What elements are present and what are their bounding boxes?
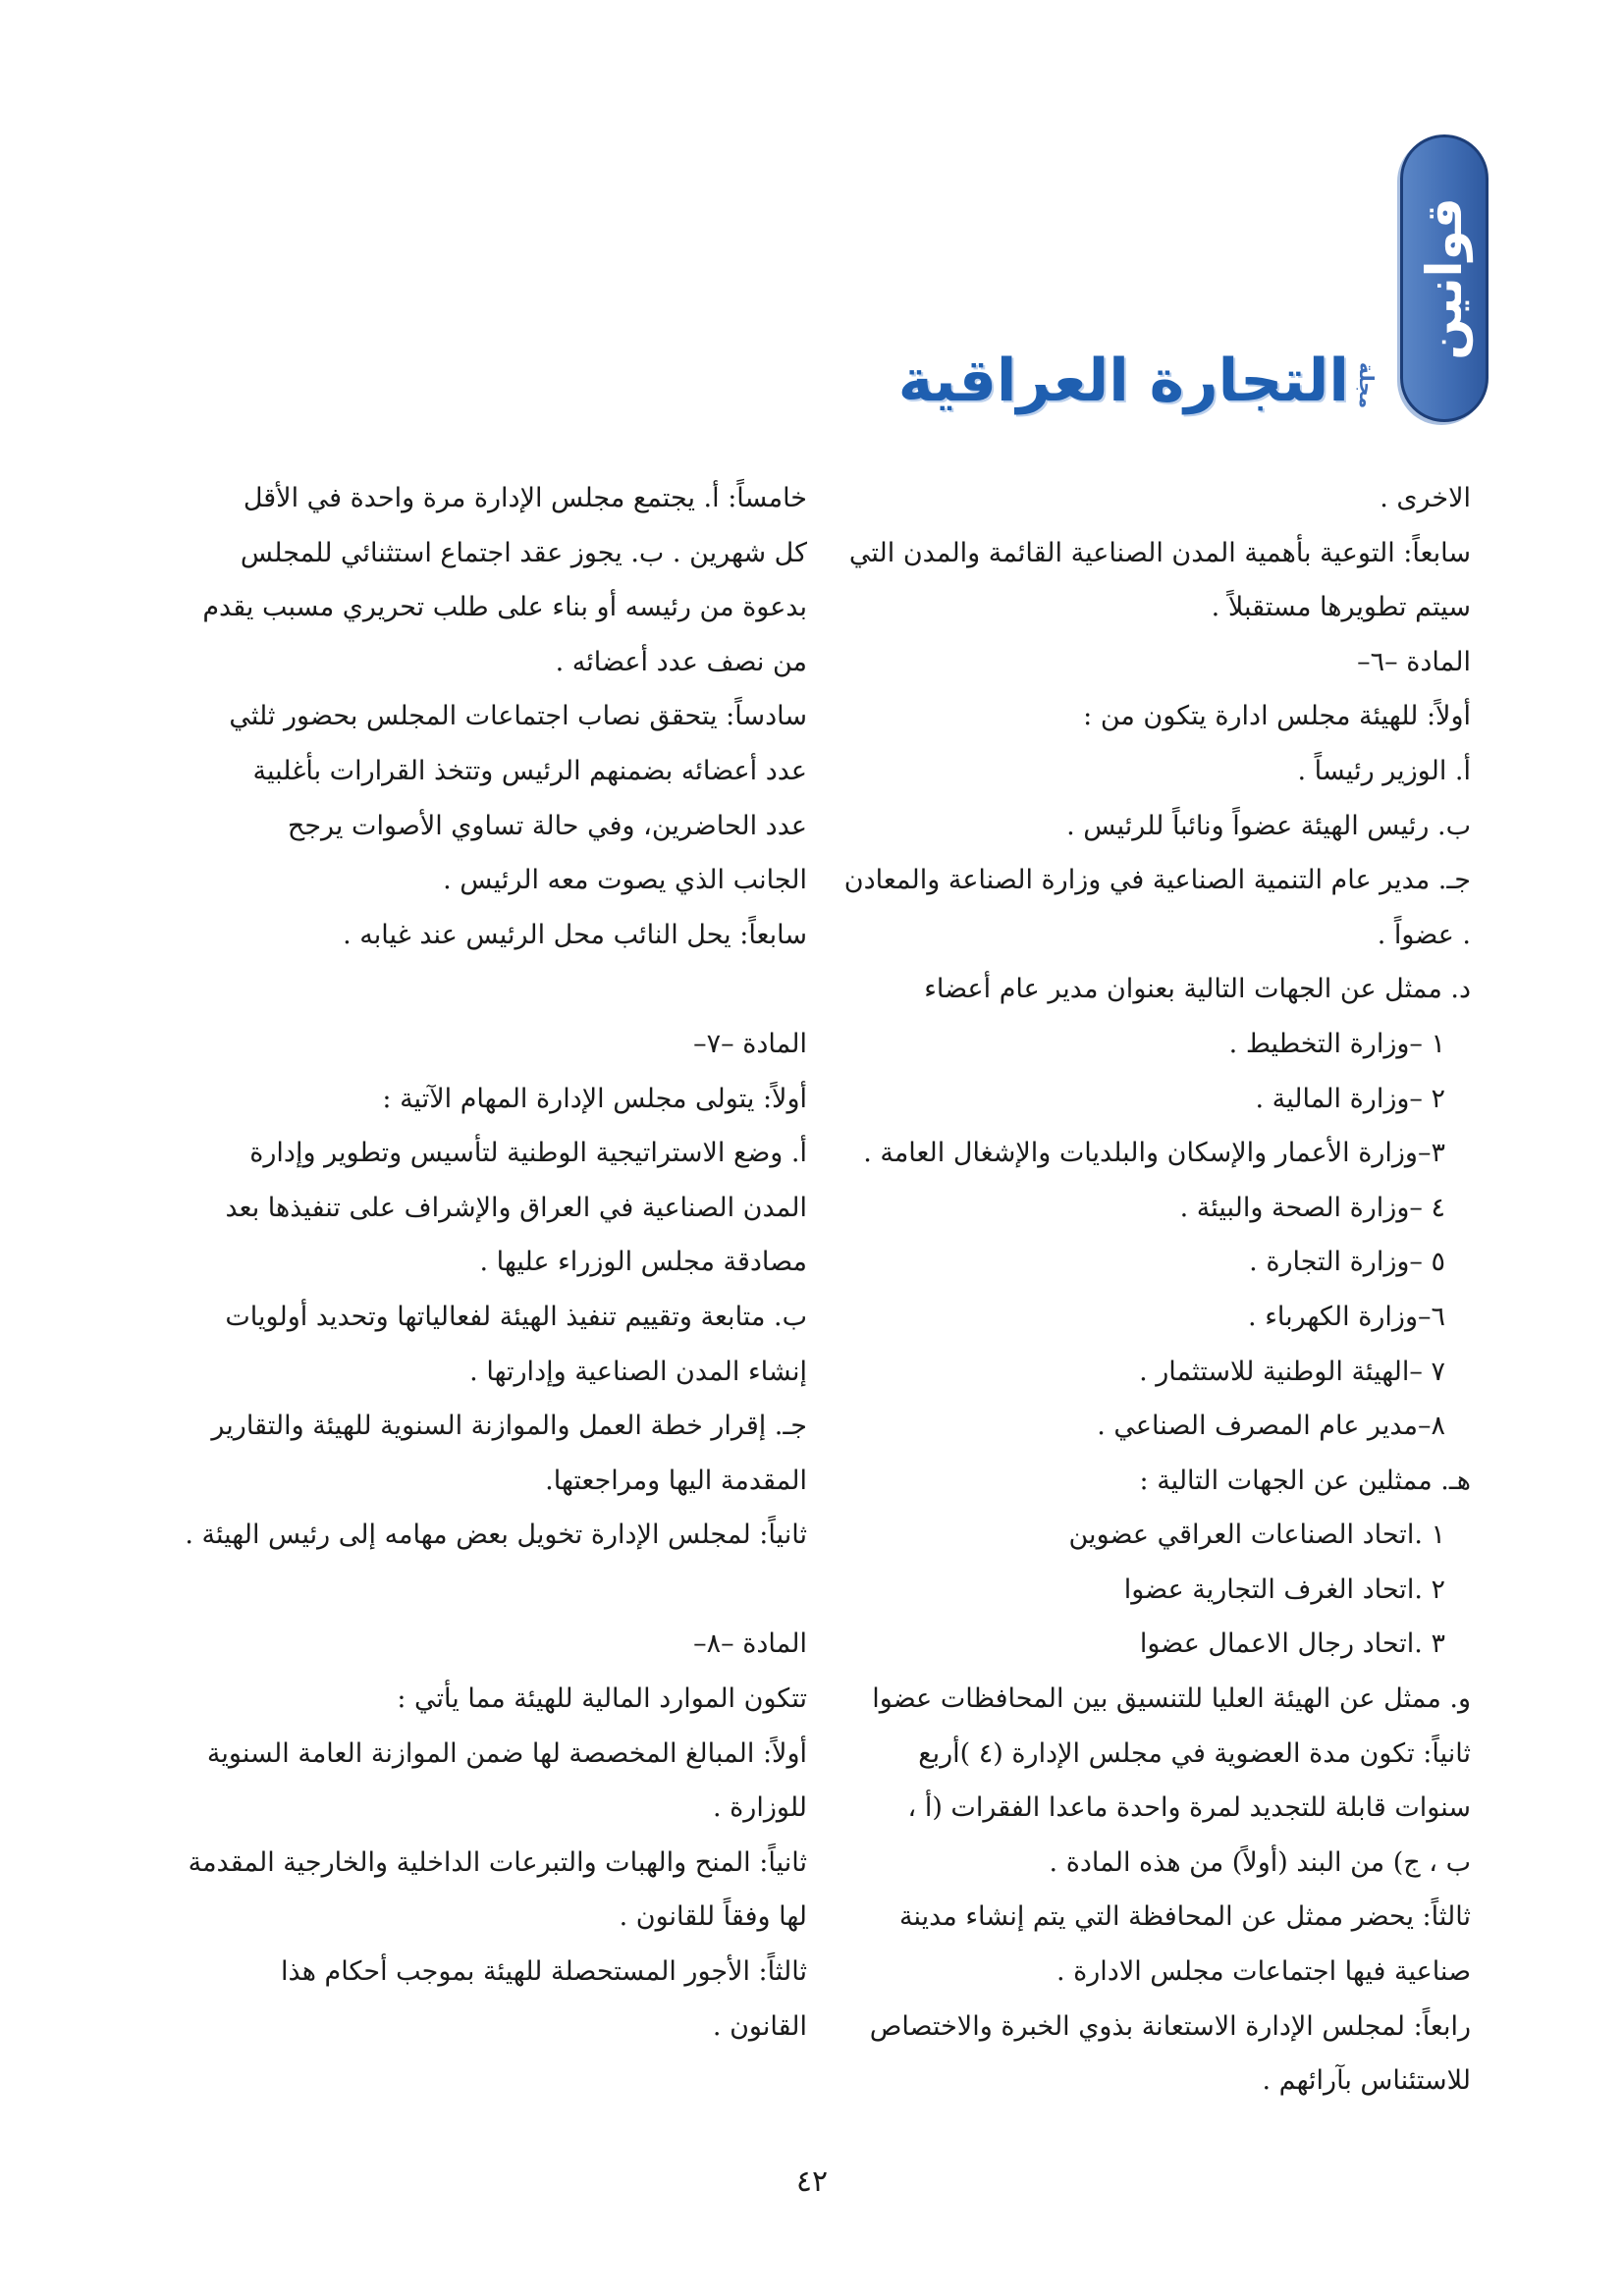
- text-line: جـ. مدير عام التنمية الصناعية في وزارة الصناعة والمعادن: [843, 865, 1471, 896]
- text-line: خامساً: أ. يجتمع مجلس الإدارة مرة واحدة في الأقل: [243, 483, 807, 513]
- text-line: سابعاً: يحل النائب محل الرئيس عند غيابه .: [343, 919, 807, 950]
- text-line: رابعاً: لمجلس الإدارة الاستعانة بذوي الخبرة والاختصاص: [869, 2010, 1471, 2042]
- text-line: ٣–وزارة الأعمار والإسكان والبلديات والإشغال العامة .: [863, 1138, 1445, 1169]
- text-line: بدعوة من رئيسه أو بناء على طلب تحريري مسبب يقدم: [202, 592, 807, 623]
- text-line: ثالثاً: يحضر ممثل عن المحافظة التي يتم إنشاء مدينة: [898, 1901, 1471, 1933]
- right-text-column: [823, 471, 1471, 2109]
- text-line: ٥ –وزارة التجارة .: [1249, 1247, 1445, 1278]
- text-line: ثالثاً: الأجور المستحصلة للهيئة بموجب أحكام هذا: [281, 1956, 807, 1988]
- text-line: ثانياً: لمجلس الإدارة تخويل بعض مهامه إلى رئيس الهيئة .: [185, 1520, 807, 1551]
- paragraph-gap: [153, 962, 807, 1017]
- text-line: كل شهرين . ب. يجوز عقد اجتماع استثنائي للمجلس: [240, 537, 807, 568]
- page-number: ٤٢: [795, 2164, 829, 2199]
- text-line: ١ .اتحاد الصناعات العراقي عضوين: [1068, 1520, 1445, 1551]
- text-line: سيتم تطويرها مستقبلاً .: [1211, 592, 1471, 623]
- text-line: ٢ .اتحاد الغرف التجارية عضوا: [1123, 1574, 1445, 1605]
- text-line: ٨–مدير عام المصرف الصناعي .: [1097, 1411, 1445, 1442]
- text-line: د. ممثل عن الجهات التالية بعنوان مدير عام أعضاء: [924, 974, 1471, 1005]
- text-line: مصادقة مجلس الوزراء عليها .: [479, 1247, 807, 1278]
- text-line: ثانياً: تكون مدة العضوية في مجلس الإدارة (٤ )أربع: [918, 1737, 1471, 1769]
- text-line: أولاً: يتولى مجلس الإدارة المهام الآتية :: [382, 1083, 807, 1114]
- text-line: من نصف عدد أعضائه .: [555, 646, 807, 677]
- text-line: الجانب الذي يصوت معه الرئيس .: [443, 865, 807, 896]
- text-line: ٤ –وزارة الصحة والبيئة .: [1179, 1192, 1445, 1223]
- text-line: القانون .: [712, 2010, 807, 2042]
- text-line: للاستئناس بآرائهم .: [1262, 2065, 1471, 2097]
- text-line: للوزارة .: [712, 1792, 807, 1824]
- text-line: تتكون الموارد المالية للهيئة مما يأتي :: [397, 1683, 807, 1715]
- text-line: ٧ –الهيئة الوطنية للاستثمار .: [1139, 1356, 1445, 1387]
- text-line: سابعاً: التوعية بأهمية المدن الصناعية القائمة والمدن التي: [848, 537, 1471, 568]
- text-line: ب ، ج) من البند (أولاً) من هذه المادة .: [1049, 1846, 1471, 1878]
- text-line: الاخرى .: [1380, 483, 1471, 513]
- magazine-prefix: مجلة: [1355, 361, 1379, 408]
- section-tab-label: قوانين: [1416, 196, 1473, 360]
- left-text-column: [153, 471, 807, 2054]
- text-line: المقدمة اليها ومراجعتها.: [545, 1465, 807, 1496]
- text-line: أ. وضع الاستراتيجية الوطنية لتأسيس وتطوير وإدارة: [249, 1138, 807, 1169]
- text-line: عدد أعضائه بضمنهم الرئيس وتتخذ القرارات بأغلبية: [252, 755, 807, 786]
- text-line: سادساً: يتحقق نصاب اجتماعات المجلس بحضور ثلثي: [229, 701, 807, 732]
- text-line: أولاً: للهيئة مجلس ادارة يتكون من :: [1083, 701, 1471, 732]
- text-line: ٣ .اتحاد رجال الاعمال عضوا: [1139, 1629, 1445, 1660]
- text-line: سنوات قابلة للتجديد لمرة واحدة ماعدا الفقرات (أ ،: [907, 1792, 1471, 1824]
- text-line: المدن الصناعية في العراق والإشراف على تنفيذها بعد: [225, 1192, 807, 1223]
- text-line: إنشاء المدن الصناعية وإدارتها .: [469, 1356, 807, 1387]
- text-line: المادة –٦–: [1357, 646, 1471, 677]
- text-line: أ. الوزير رئيساً .: [1297, 755, 1471, 786]
- text-line: ثانياً: المنح والهبات والتبرعات الداخلية والخارجية المقدمة: [188, 1846, 807, 1878]
- text-line: جـ. إقرار خطة العمل والموازنة السنوية للهيئة والتقارير: [211, 1411, 807, 1442]
- text-line: و. ممثل عن الهيئة العليا للتنسيق بين المحافظات عضوا: [872, 1683, 1471, 1715]
- text-line: ١ –وزارة التخطيط .: [1228, 1028, 1445, 1059]
- text-line: المادة –٧–: [693, 1028, 807, 1059]
- text-line: لها وفقاً للقانون .: [619, 1901, 807, 1933]
- text-line: صناعية فيها اجتماعات مجلس الادارة .: [1056, 1956, 1471, 1988]
- magazine-masthead: [898, 342, 1379, 420]
- text-line: ب. رئيس الهيئة عضواً ونائباً للرئيس .: [1066, 810, 1471, 841]
- text-line: عدد الحاضرين، وفي حالة تساوي الأصوات يرجح: [287, 810, 807, 841]
- text-line: ب. متابعة وتقييم تنفيذ الهيئة لفعالياتها وتحديد أولويات: [225, 1301, 807, 1332]
- text-line: هـ. ممثلين عن الجهات التالية :: [1139, 1465, 1471, 1496]
- text-line: المادة –٨–: [693, 1629, 807, 1660]
- text-line: ٦–وزارة الكهرباء .: [1248, 1301, 1445, 1332]
- magazine-title: التجارة العراقية: [897, 347, 1349, 415]
- text-line: . عضواً .: [1377, 919, 1471, 950]
- section-tab: [1400, 134, 1489, 422]
- text-line: ٢ –وزارة المالية .: [1255, 1083, 1445, 1114]
- paragraph-gap: [153, 1563, 807, 1618]
- text-line: أولاً: المبالغ المخصصة لها ضمن الموازنة العامة السنوية: [206, 1737, 807, 1769]
